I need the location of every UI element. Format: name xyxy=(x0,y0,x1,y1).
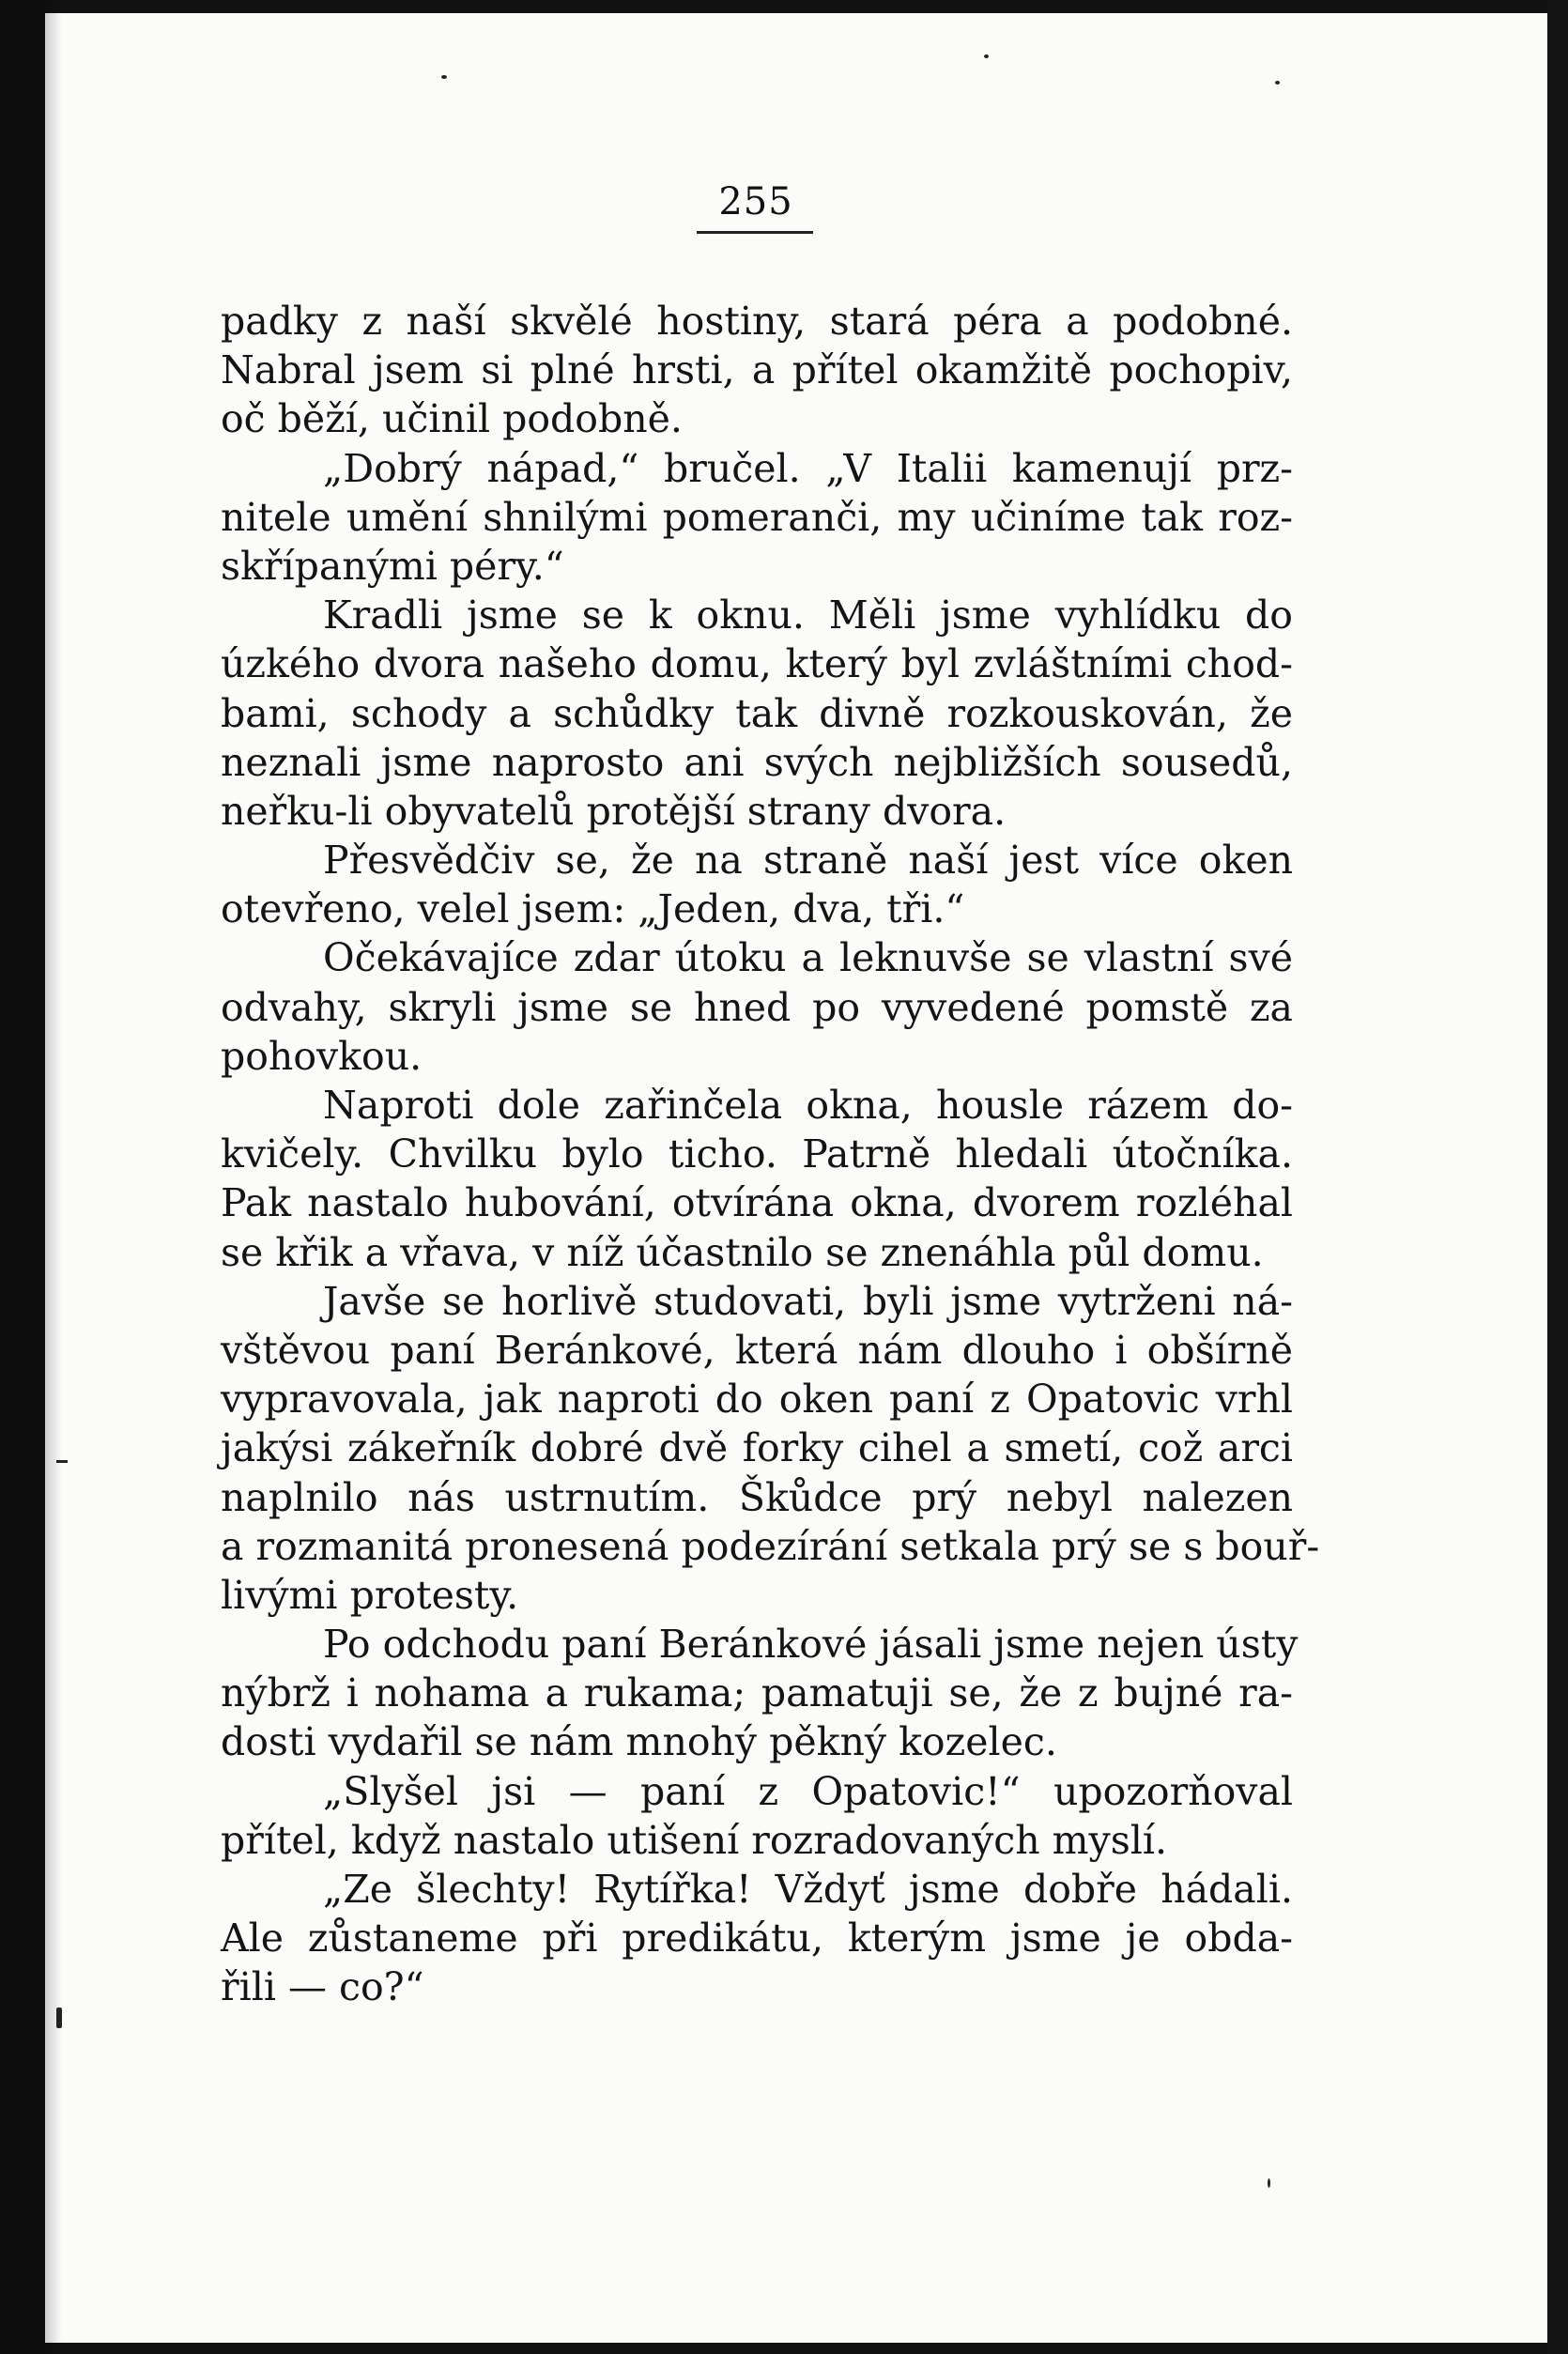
text-line: Očekávajíce zdar útoku a leknuvše se vlastní své xyxy=(323,935,1293,981)
text-line: skřípanými péry.“ xyxy=(221,543,564,589)
text-line: jakýsi zákeřník dobré dvě forky cihel a smetí, což arci xyxy=(221,1425,1293,1471)
text-line: Přesvědčiv se, že na straně naší jest více oken xyxy=(323,838,1293,884)
scan-border-top xyxy=(0,0,1568,13)
scan-speck xyxy=(984,54,989,58)
text-line: dosti vydařil se nám mnohý pěkný kozelec. xyxy=(221,1719,1057,1765)
page-number-rule xyxy=(697,231,813,234)
text-line: bami, schody a schůdky tak divně rozkouskován, že xyxy=(221,690,1293,736)
scan-speck xyxy=(441,75,447,79)
text-line: oč běží, učinil podobně. xyxy=(221,396,683,442)
text-line: přítel, když nastalo utišení rozradovaných myslí. xyxy=(221,1817,1168,1863)
text-line: Po odchodu paní Beránkové jásali jsme nejen ústy xyxy=(323,1622,1299,1668)
text-line: Ale zůstaneme při predikátu, kterým jsme je obda- xyxy=(221,1916,1293,1962)
scan-speck xyxy=(1275,81,1280,85)
text-line: padky z naší skvělé hostiny, stará péra a podobné. xyxy=(221,299,1293,344)
text-line: „Dobrý nápad,“ bručel. „V Italii kamenují prz- xyxy=(323,445,1293,491)
text-line: řili — co?“ xyxy=(221,1964,424,2010)
scan-border-left xyxy=(0,0,45,2354)
text-line: otevřeno, velel jsem: „Jeden, dva, tři.“ xyxy=(221,886,965,932)
text-line: odvahy, skryli jsme se hned po vyvedené pomstě za xyxy=(221,984,1293,1030)
page-number: 255 xyxy=(718,180,793,223)
text-line: livými protesty. xyxy=(221,1572,519,1618)
text-line: vypravovala, jak naproti do oken paní z Opatovic vrhl xyxy=(221,1377,1293,1423)
scan-border-right xyxy=(1547,0,1568,2354)
scan-speck xyxy=(56,1460,68,1463)
text-line: Naproti dole zařinčela okna, housle rázem do- xyxy=(323,1083,1293,1128)
scan-speck xyxy=(1268,2178,1270,2188)
text-line: Javše se horlivě studovati, byli jsme vytrženi ná- xyxy=(323,1278,1293,1324)
text-line: vštěvou paní Beránkové, která nám dlouho i obšírně xyxy=(221,1327,1293,1373)
text-line: úzkého dvora našeho domu, který byl zvláštními chod- xyxy=(221,641,1293,687)
scan-border-bottom xyxy=(0,2343,1568,2354)
text-line: kvičely. Chvilku bylo ticho. Patrně hledali útočníka. xyxy=(221,1131,1293,1177)
scan-speck xyxy=(56,2008,62,2028)
text-line: Kradli jsme se k oknu. Měli jsme vyhlídku do xyxy=(323,592,1293,639)
text-line: Nabral jsem si plné hrsti, a přítel okamžitě pochopiv, xyxy=(221,347,1293,393)
text-line: a rozmanitá pronesená podezírání setkala prý se s bouř- xyxy=(221,1523,1320,1569)
text-line: neřku-li obyvatelů protější strany dvora. xyxy=(221,788,1007,834)
text-line: se křik a vřava, v níž účastnilo se znenáhla půl domu. xyxy=(221,1229,1264,1275)
text-line: neznali jsme naprosto ani svých nejbližších sousedů, xyxy=(221,739,1293,785)
text-line: nitele umění shnilými pomeranči, my učiníme tak roz- xyxy=(221,494,1293,540)
page-edge-shadow xyxy=(45,0,62,2354)
text-line: pohovkou. xyxy=(221,1033,423,1079)
text-line: nýbrž i nohama a rukama; pamatuji se, že z bujné ra- xyxy=(221,1670,1293,1716)
body-text xyxy=(221,297,1320,2012)
text-line: naplnilo nás ustrnutím. Škůdce prý nebyl nalezen xyxy=(221,1474,1293,1520)
text-line: „Ze šlechty! Rytířka! Vždyť jsme dobře hádali. xyxy=(323,1867,1293,1912)
text-line: „Slyšel jsi — paní z Opatovic!“ upozorňoval xyxy=(323,1768,1293,1814)
text-line: Pak nastalo hubování, otvírána okna, dvorem rozléhal xyxy=(221,1180,1293,1226)
